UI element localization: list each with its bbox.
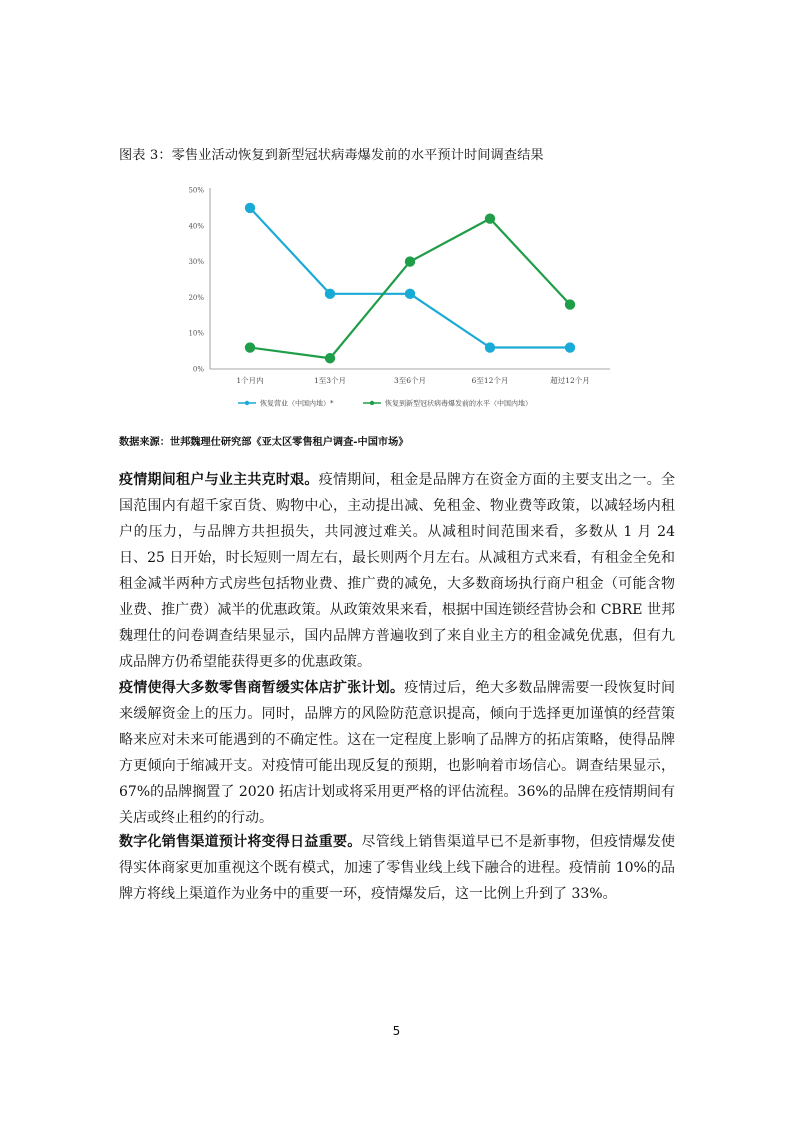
figure-title: 图表 3：零售业活动恢复到新型冠状病毒爆发前的水平预计时间调查结果 xyxy=(119,148,544,163)
x-tick-label: 6至12个月 xyxy=(471,376,509,385)
page-number: 5 xyxy=(392,1024,401,1038)
line-chart xyxy=(170,180,620,420)
data-point-series-2 xyxy=(405,256,415,266)
paragraph-lead: 疫情使得大多数零售商暂缓实体店扩张计划。 xyxy=(119,680,405,696)
data-point-series-1 xyxy=(565,342,575,352)
data-point-series-2 xyxy=(245,342,255,352)
legend-label-2: 恢复到新型冠状病毒爆发前的水平（中国内地） xyxy=(385,399,532,408)
y-tick-label: 20% xyxy=(188,293,204,302)
legend-marker-2 xyxy=(370,401,374,405)
y-tick-label: 40% xyxy=(188,222,204,231)
paragraph-text: 疫情期间，租金是品牌方在资金方面的主要支出之一。全国范围内有超千家百货、购物中心，主动提出减、免租金、物业费等政策，以减轻场内租户的压力，与品牌方共担损失，共同渡过难关。从减租时间范围来看，多数从 1 月 24 日、25 日开始，时长短则一周左右，最长则两个月左右。从减租方式来看，有租金全免和租金减半两种方式房些包括物业费、推广费的减免，大多数商场执行商户租金（可能含物业费、推广费）减半的优惠政策。从政策效果来看，根据中国连锁经营协会和 CBRE 世邦魏理仕的问卷调查结果显示，国内品牌方普遍收到了来自业主方的租金减免优惠，但有九成品牌方仍希望能获得更多的优惠政策。 xyxy=(119,472,676,670)
series-line-1 xyxy=(250,208,570,348)
legend-marker-1 xyxy=(245,401,249,405)
paragraph-digital-channels xyxy=(119,829,675,907)
data-point-series-1 xyxy=(245,203,255,213)
paragraph-text: 疫情过后，绝大多数品牌需要一段恢复时间来缓解资金上的压力。同时，品牌方的风险防范意识提高，倾向于选择更加谨慎的经营策略来应对未来可能遇到的不确定性。这在一定程度上影响了品牌方的拓店策略，使得品牌方更倾向于缩减开支。对疫情可能出现反复的预期，也影响着市场信心。调查结果显示，67%的品牌搁置了 2020 拓店计划或将采用更严格的评估流程。36%的品牌在疫情期间有关店或终止租约的行动。 xyxy=(119,680,676,826)
paragraph-lead: 数字化销售渠道预计将变得日益重要。 xyxy=(119,834,362,850)
data-point-series-1 xyxy=(405,289,415,299)
y-tick-label: 10% xyxy=(188,329,204,338)
paragraph-expansion-paused xyxy=(119,675,675,831)
x-tick-label: 3至6个月 xyxy=(393,376,427,385)
data-point-series-2 xyxy=(485,213,495,223)
y-tick-label: 30% xyxy=(188,258,204,267)
y-tick-label: 0% xyxy=(192,365,204,374)
y-tick-label: 50% xyxy=(188,186,204,195)
data-point-series-2 xyxy=(325,353,335,363)
series-line-2 xyxy=(250,219,570,359)
paragraph-lead: 疫情期间租户与业主共克时艰。 xyxy=(119,472,319,488)
paragraph-text: 尽管线上销售渠道早已不是新事物，但疫情爆发使得实体商家更加重视这个既有模式，加速了零售业线上线下融合的进程。疫情前 10%的品牌方将线上渠道作为业务中的重要一环，疫情爆发后，这一比例上升到了 33%。 xyxy=(119,834,676,902)
data-point-series-2 xyxy=(565,299,575,309)
x-tick-label: 超过12个月 xyxy=(550,376,590,385)
figure-source: 数据来源：世邦魏理仕研究部《亚太区零售租户调查-中国市场》 xyxy=(119,436,409,448)
data-point-series-1 xyxy=(485,342,495,352)
x-tick-label: 1个月内 xyxy=(236,376,264,385)
legend-label-1: 恢复营业（中国内地）* xyxy=(260,399,334,408)
data-point-series-1 xyxy=(325,289,335,299)
paragraph-rent-relief xyxy=(119,467,675,675)
x-tick-label: 1至3个月 xyxy=(313,376,347,385)
